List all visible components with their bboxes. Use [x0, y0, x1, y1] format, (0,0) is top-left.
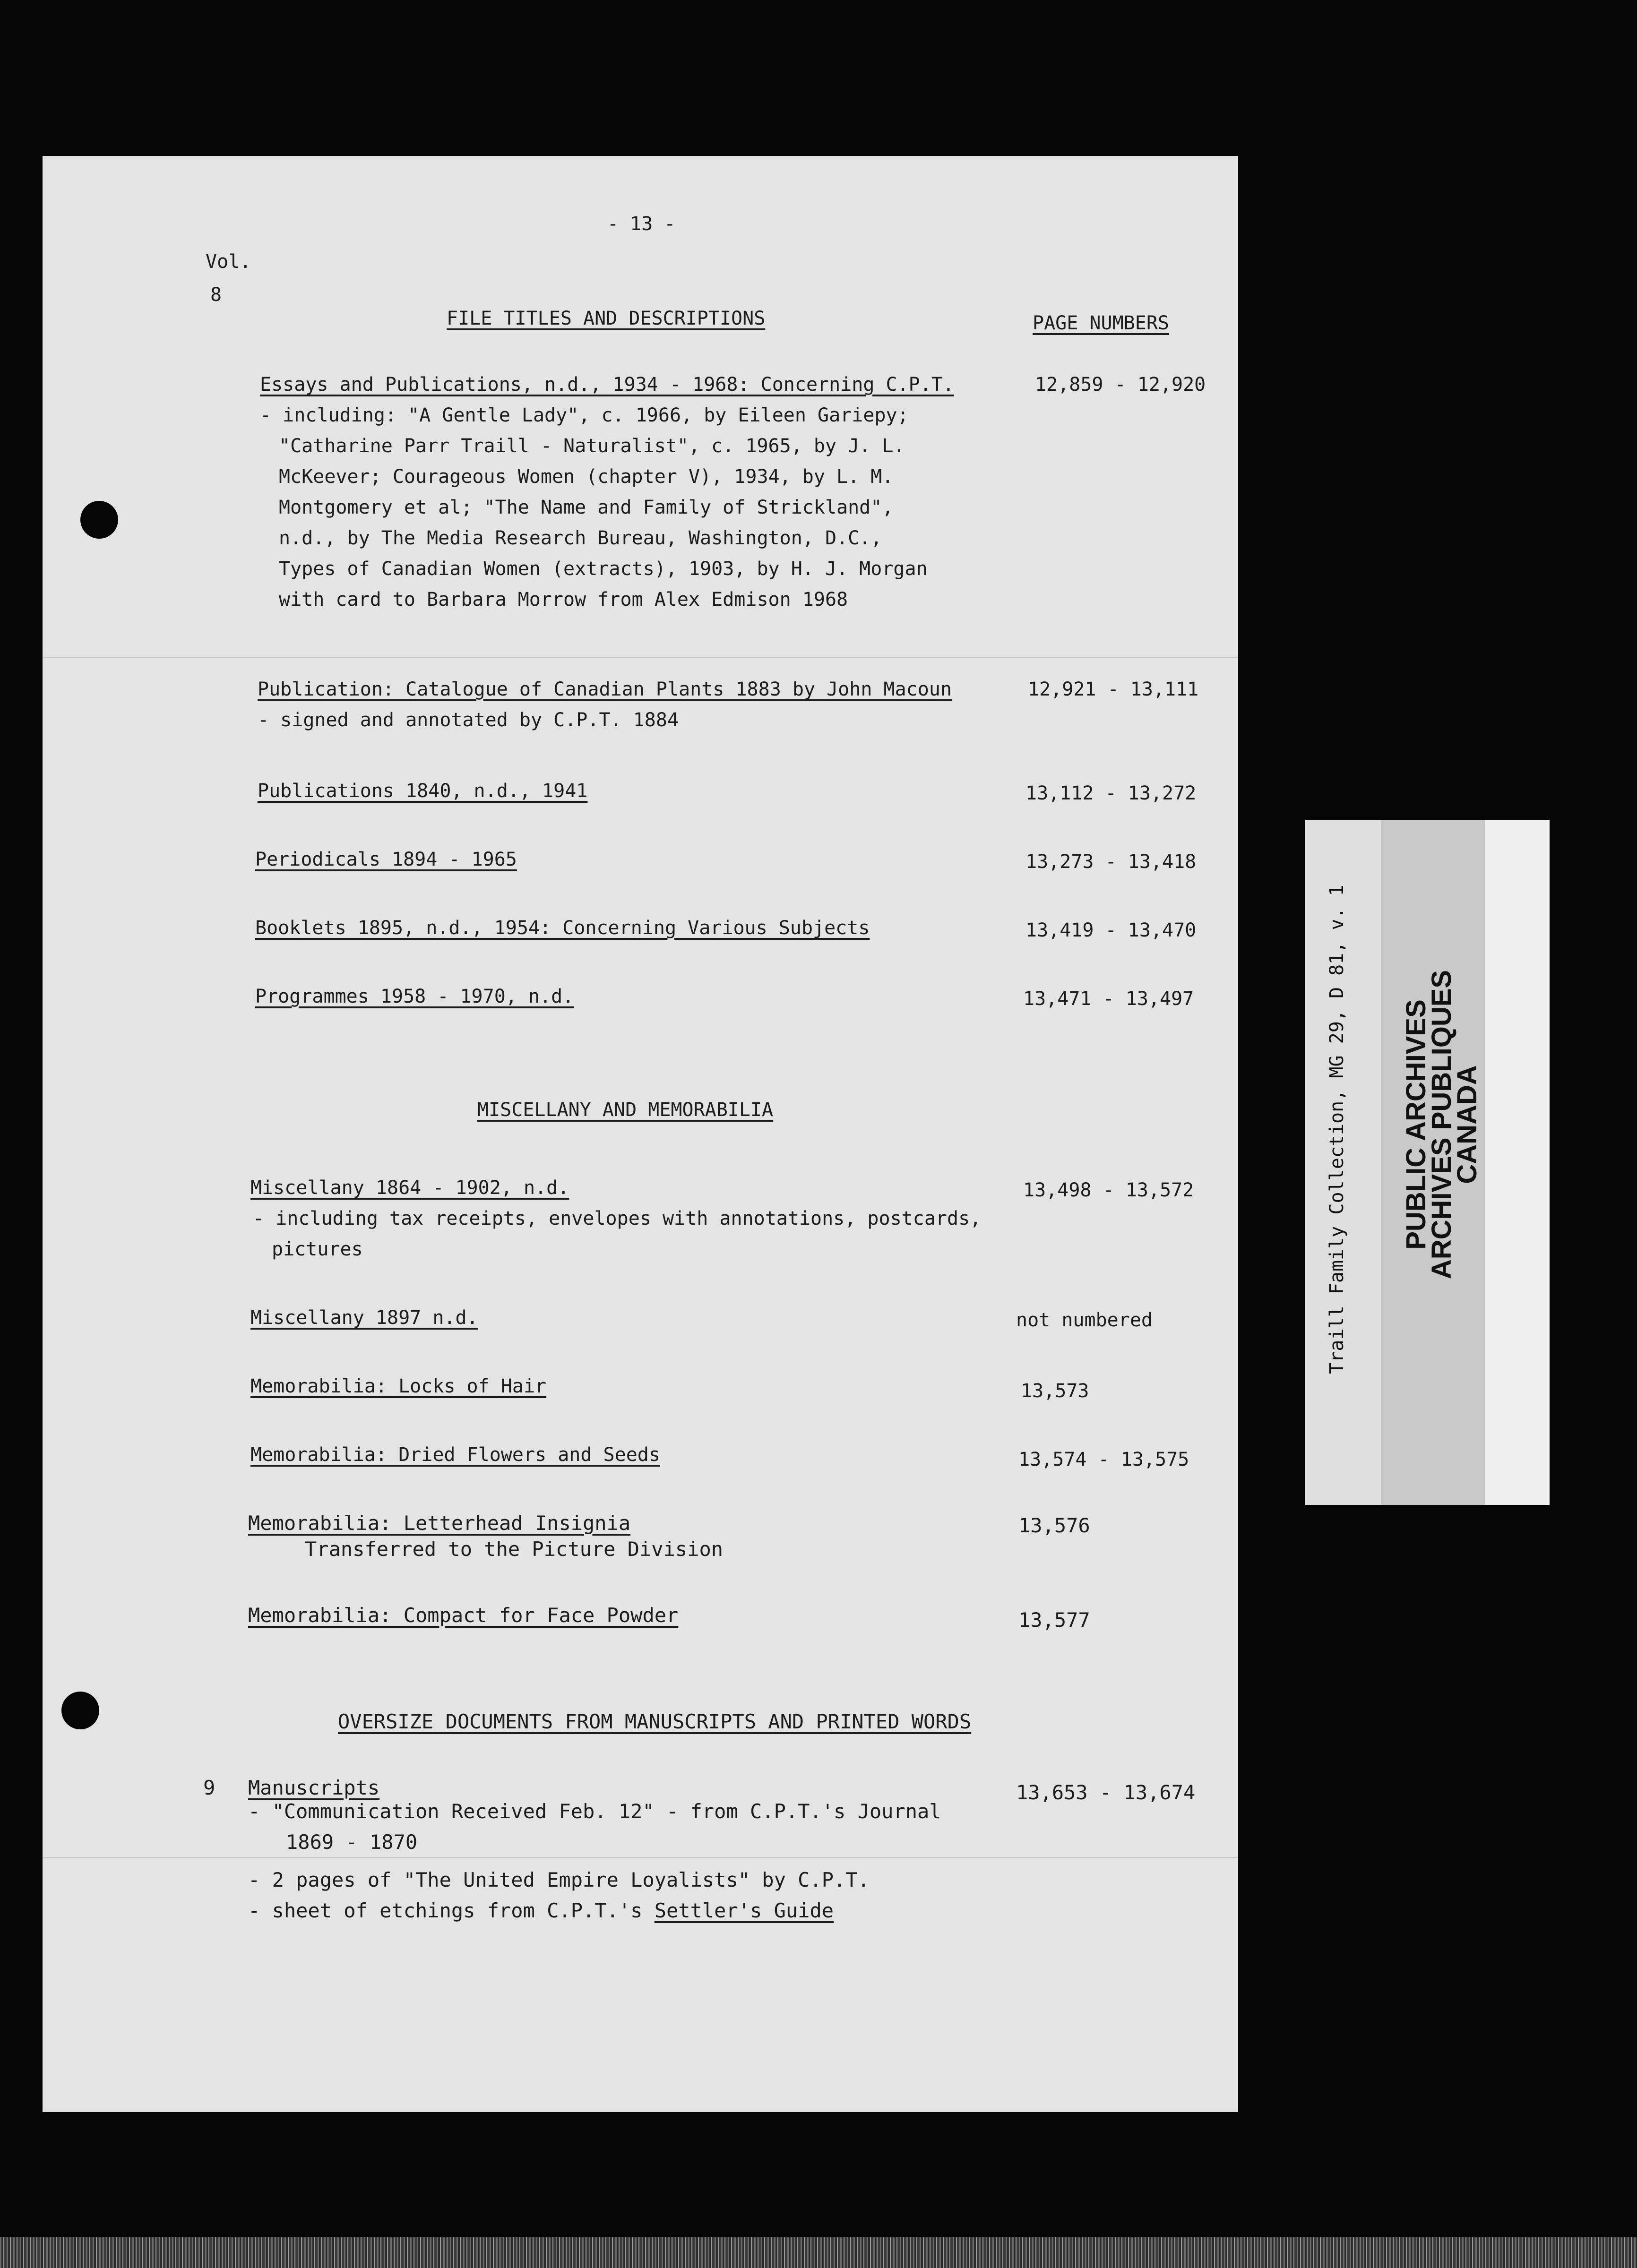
entry-essays-title: Essays and Publications, n.d., 1934 - 1968: Concerning C.P.T. — [260, 374, 955, 395]
entry-manuscripts-line — [248, 1899, 834, 1922]
entry-publications-pages: 13,112 - 13,272 — [1025, 782, 1197, 804]
entry-publications-title: Publications 1840, n.d., 1941 — [258, 780, 588, 802]
entry-manuscripts-title: Manuscripts — [248, 1776, 380, 1799]
entry-compact-pages: 13,577 — [1018, 1608, 1090, 1632]
entry-programmes-pages: 13,471 - 13,497 — [1023, 988, 1194, 1010]
punch-hole — [61, 1692, 99, 1729]
entry-misc2-pages: not numbered — [1016, 1309, 1153, 1331]
file-titles-header: FILE TITLES AND DESCRIPTIONS — [447, 308, 766, 329]
entry-periodicals-title: Periodicals 1894 - 1965 — [255, 849, 517, 870]
entry-booklets-title: Booklets 1895, n.d., 1954: Concerning Various Subjects — [255, 917, 870, 939]
entry-manuscripts-line-prefix: - sheet of etchings from C.P.T.'s — [248, 1899, 655, 1922]
section-heading-miscellany: MISCELLANY AND MEMORABILIA — [477, 1099, 774, 1121]
entry-manuscripts-line: - 2 pages of "The United Empire Loyalists" by C.P.T. — [248, 1868, 870, 1891]
entry-letterhead-title: Memorabilia: Letterhead Insignia — [248, 1512, 631, 1535]
entry-essays-line: with card to Barbara Morrow from Alex Edmison 1968 — [279, 589, 848, 610]
entry-essays-line: McKeever; Courageous Women (chapter V), 1934, by L. M. — [279, 466, 894, 488]
settlers-guide-title: Settler's Guide — [654, 1899, 834, 1922]
entry-compact-title: Memorabilia: Compact for Face Powder — [248, 1604, 679, 1627]
entry-letterhead-pages: 13,576 — [1018, 1514, 1090, 1537]
archives-stamp — [1401, 954, 1489, 1295]
entry-essays-line: Types of Canadian Women (extracts), 1903, by H. J. Morgan — [279, 558, 928, 580]
entry-essays-line: "Catharine Parr Traill - Naturalist", c. 1965, by J. L. — [279, 435, 905, 457]
entry-catalogue-pages: 12,921 - 13,111 — [1028, 679, 1199, 700]
entry-programmes-title: Programmes 1958 - 1970, n.d. — [255, 986, 574, 1007]
entry-essays-line: n.d., by The Media Research Bureau, Washington, D.C., — [279, 527, 882, 549]
section-heading-oversize: OVERSIZE DOCUMENTS FROM MANUSCRIPTS AND PRINTED WORDS — [338, 1710, 972, 1733]
entry-essays-line: Montgomery et al; "The Name and Family of Strickland", — [279, 497, 894, 518]
page-numbers-header: PAGE NUMBERS — [1033, 312, 1169, 334]
archives-en: PUBLIC ARCHIVES — [1401, 999, 1431, 1250]
entry-misc1-title: Miscellany 1864 - 1902, n.d. — [250, 1177, 569, 1199]
entry-booklets-pages: 13,419 - 13,470 — [1025, 919, 1197, 941]
archives-country: CANADA — [1452, 1065, 1482, 1184]
entry-hair-title: Memorabilia: Locks of Hair — [250, 1375, 547, 1397]
film-edge-noise — [0, 2237, 1637, 2268]
entry-manuscripts-line: - "Communication Received Feb. 12" - from C.P.T.'s Journal — [248, 1800, 941, 1823]
entry-letterhead-note: Transferred to the Picture Division — [305, 1538, 724, 1561]
entry-hair-pages: 13,573 — [1021, 1380, 1089, 1402]
entry-essays-pages: 12,859 - 12,920 — [1035, 374, 1206, 395]
entry-misc1-pages: 13,498 - 13,572 — [1023, 1179, 1194, 1201]
vol-number-9: 9 — [203, 1776, 215, 1799]
entry-manuscripts-line: 1869 - 1870 — [286, 1830, 418, 1854]
vol-number-8: 8 — [210, 284, 222, 306]
fold-line — [43, 657, 1238, 658]
entry-flowers-pages: 13,574 - 13,575 — [1018, 1449, 1189, 1470]
vol-label: Vol. — [206, 251, 251, 273]
document-page — [43, 156, 1238, 2112]
page-number: - 13 - — [607, 213, 676, 235]
entry-manuscripts-pages: 13,653 - 13,674 — [1016, 1781, 1196, 1804]
entry-misc1-line: pictures — [272, 1238, 363, 1260]
entry-misc2-title: Miscellany 1897 n.d. — [250, 1307, 478, 1329]
entry-periodicals-pages: 13,273 - 13,418 — [1025, 851, 1197, 873]
punch-hole — [80, 501, 118, 539]
archives-fr: ARCHIVES PUBLIQUES — [1426, 970, 1457, 1280]
entry-misc1-line: - including tax receipts, envelopes with annotations, postcards, — [253, 1208, 982, 1229]
label-band — [1485, 820, 1550, 1505]
entry-flowers-title: Memorabilia: Dried Flowers and Seeds — [250, 1444, 660, 1466]
entry-catalogue-title: Publication: Catalogue of Canadian Plants 1883 by John Macoun — [258, 679, 952, 700]
entry-essays-line: - including: "A Gentle Lady", c. 1966, by Eileen Gariepy; — [260, 404, 909, 426]
entry-catalogue-note: - signed and annotated by C.P.T. 1884 — [258, 709, 679, 731]
fold-line — [43, 1857, 1238, 1858]
collection-reference-text: Traill Family Collection, MG 29, D 81, v. 1 — [1326, 885, 1348, 1374]
